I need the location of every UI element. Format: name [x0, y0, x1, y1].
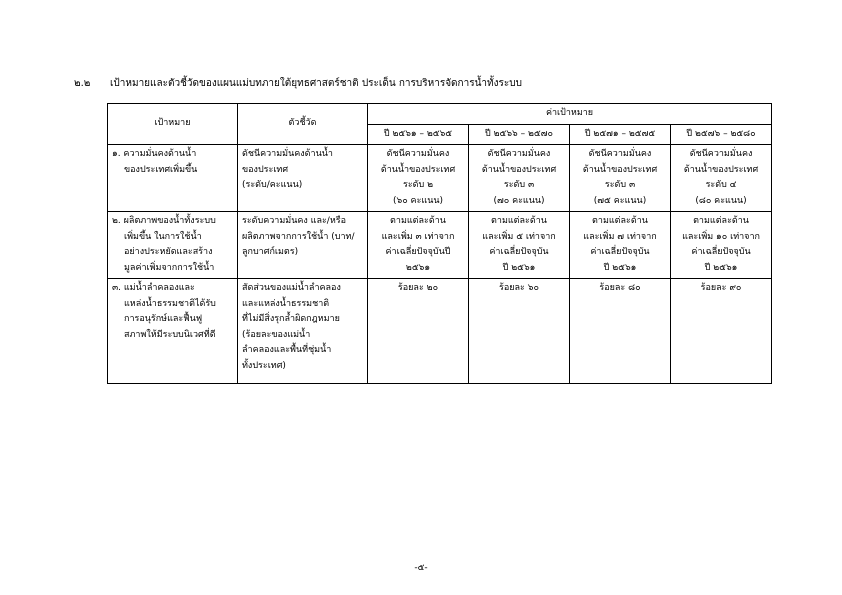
header-period-2: ปี ๒๕๖๖ – ๒๕๗๐	[469, 124, 570, 145]
target-cell: ตามแต่ละด้าน และเพิ่ม ๗ เท่าจาก ค่าเฉลี่ยปัจจุบัน ปี ๒๕๖๑	[570, 212, 671, 279]
indicator-cell: สัดส่วนของแม่น้ำลำคลอง และแหล่งน้ำธรรมชาติ ที่ไม่มีสิ่งรุกล้ำผิดกฎหมาย (ร้อยละของแม่น้ำ ลำคลองและพื้นที่ชุ่มน้ำ ทั้งประเทศ)	[238, 279, 368, 384]
target-cell: ตามแต่ละด้าน และเพิ่ม ๓ เท่าจาก ค่าเฉลี่ยปัจจุบันปี ๒๕๖๑	[368, 212, 469, 279]
goal-cell: ๓. แม่น้ำลำคลองและ แหล่งน้ำธรรมชาติได้รับ การอนุรักษ์และฟื้นฟู สภาพให้มีระบบนิเวศที่ดี	[108, 279, 238, 384]
goals-table	[107, 103, 772, 384]
header-period-3: ปี ๒๕๗๑ – ๒๕๗๕	[570, 124, 671, 145]
target-cell: ดัชนีความมั่นคง ด้านน้ำของประเทศ ระดับ ๓ (๗๕ คะแนน)	[570, 145, 671, 212]
target-cell: ดัชนีความมั่นคง ด้านน้ำของประเทศ ระดับ ๒ (๖๐ คะแนน)	[368, 145, 469, 212]
target-cell: ร้อยละ ๖๐	[469, 279, 570, 384]
target-cell: ร้อยละ ๒๐	[368, 279, 469, 384]
table-row	[108, 145, 772, 212]
page-number: -๕-	[414, 563, 428, 573]
target-cell: ดัชนีความมั่นคง ด้านน้ำของประเทศ ระดับ ๓ (๗๐ คะแนน)	[469, 145, 570, 212]
section-heading	[74, 76, 522, 91]
header-period-1: ปี ๒๕๖๑ – ๒๕๖๕	[368, 124, 469, 145]
target-cell: ตามแต่ละด้าน และเพิ่ม ๑๐ เท่าจาก ค่าเฉลี่ยปัจจุบัน ปี ๒๕๖๑	[671, 212, 772, 279]
header-period-4: ปี ๒๕๗๖ – ๒๕๘๐	[671, 124, 772, 145]
table-row	[108, 212, 772, 279]
indicator-cell: ดัชนีความมั่นคงด้านน้ำ ของประเทศ (ระดับ/คะแนน)	[238, 145, 368, 212]
target-cell: ตามแต่ละด้าน และเพิ่ม ๕ เท่าจาก ค่าเฉลี่ยปัจจุบัน ปี ๒๕๖๑	[469, 212, 570, 279]
section-number: ๒.๒	[74, 78, 91, 89]
section-title: เป้าหมายและตัวชี้วัดของแผนแม่บทภายใต้ยุทธศาสตร์ชาติ ประเด็น การบริหารจัดการน้ำทั้งระบบ	[110, 78, 522, 89]
target-cell: ร้อยละ ๘๐	[570, 279, 671, 384]
goal-cell: ๑. ความมั่นคงด้านน้ำ ของประเทศเพิ่มขึ้น	[108, 145, 238, 212]
indicator-cell: ระดับความมั่นคง และ/หรือ ผลิตภาพจากการใช้น้ำ (บาท/ ลูกบาศก์เมตร)	[238, 212, 368, 279]
target-cell: ดัชนีความมั่นคง ด้านน้ำของประเทศ ระดับ ๔ (๘๐ คะแนน)	[671, 145, 772, 212]
target-cell: ร้อยละ ๙๐	[671, 279, 772, 384]
table-row	[108, 279, 772, 384]
header-target: ค่าเป้าหมาย	[368, 104, 772, 125]
goal-cell: ๒. ผลิตภาพของน้ำทั้งระบบ เพิ่มขึ้น ในการใช้น้ำ อย่างประหยัดและสร้าง มูลค่าเพิ่มจากการใช้น้ำ	[108, 212, 238, 279]
header-goal: เป้าหมาย	[108, 104, 238, 145]
header-indicator: ตัวชี้วัด	[238, 104, 368, 145]
